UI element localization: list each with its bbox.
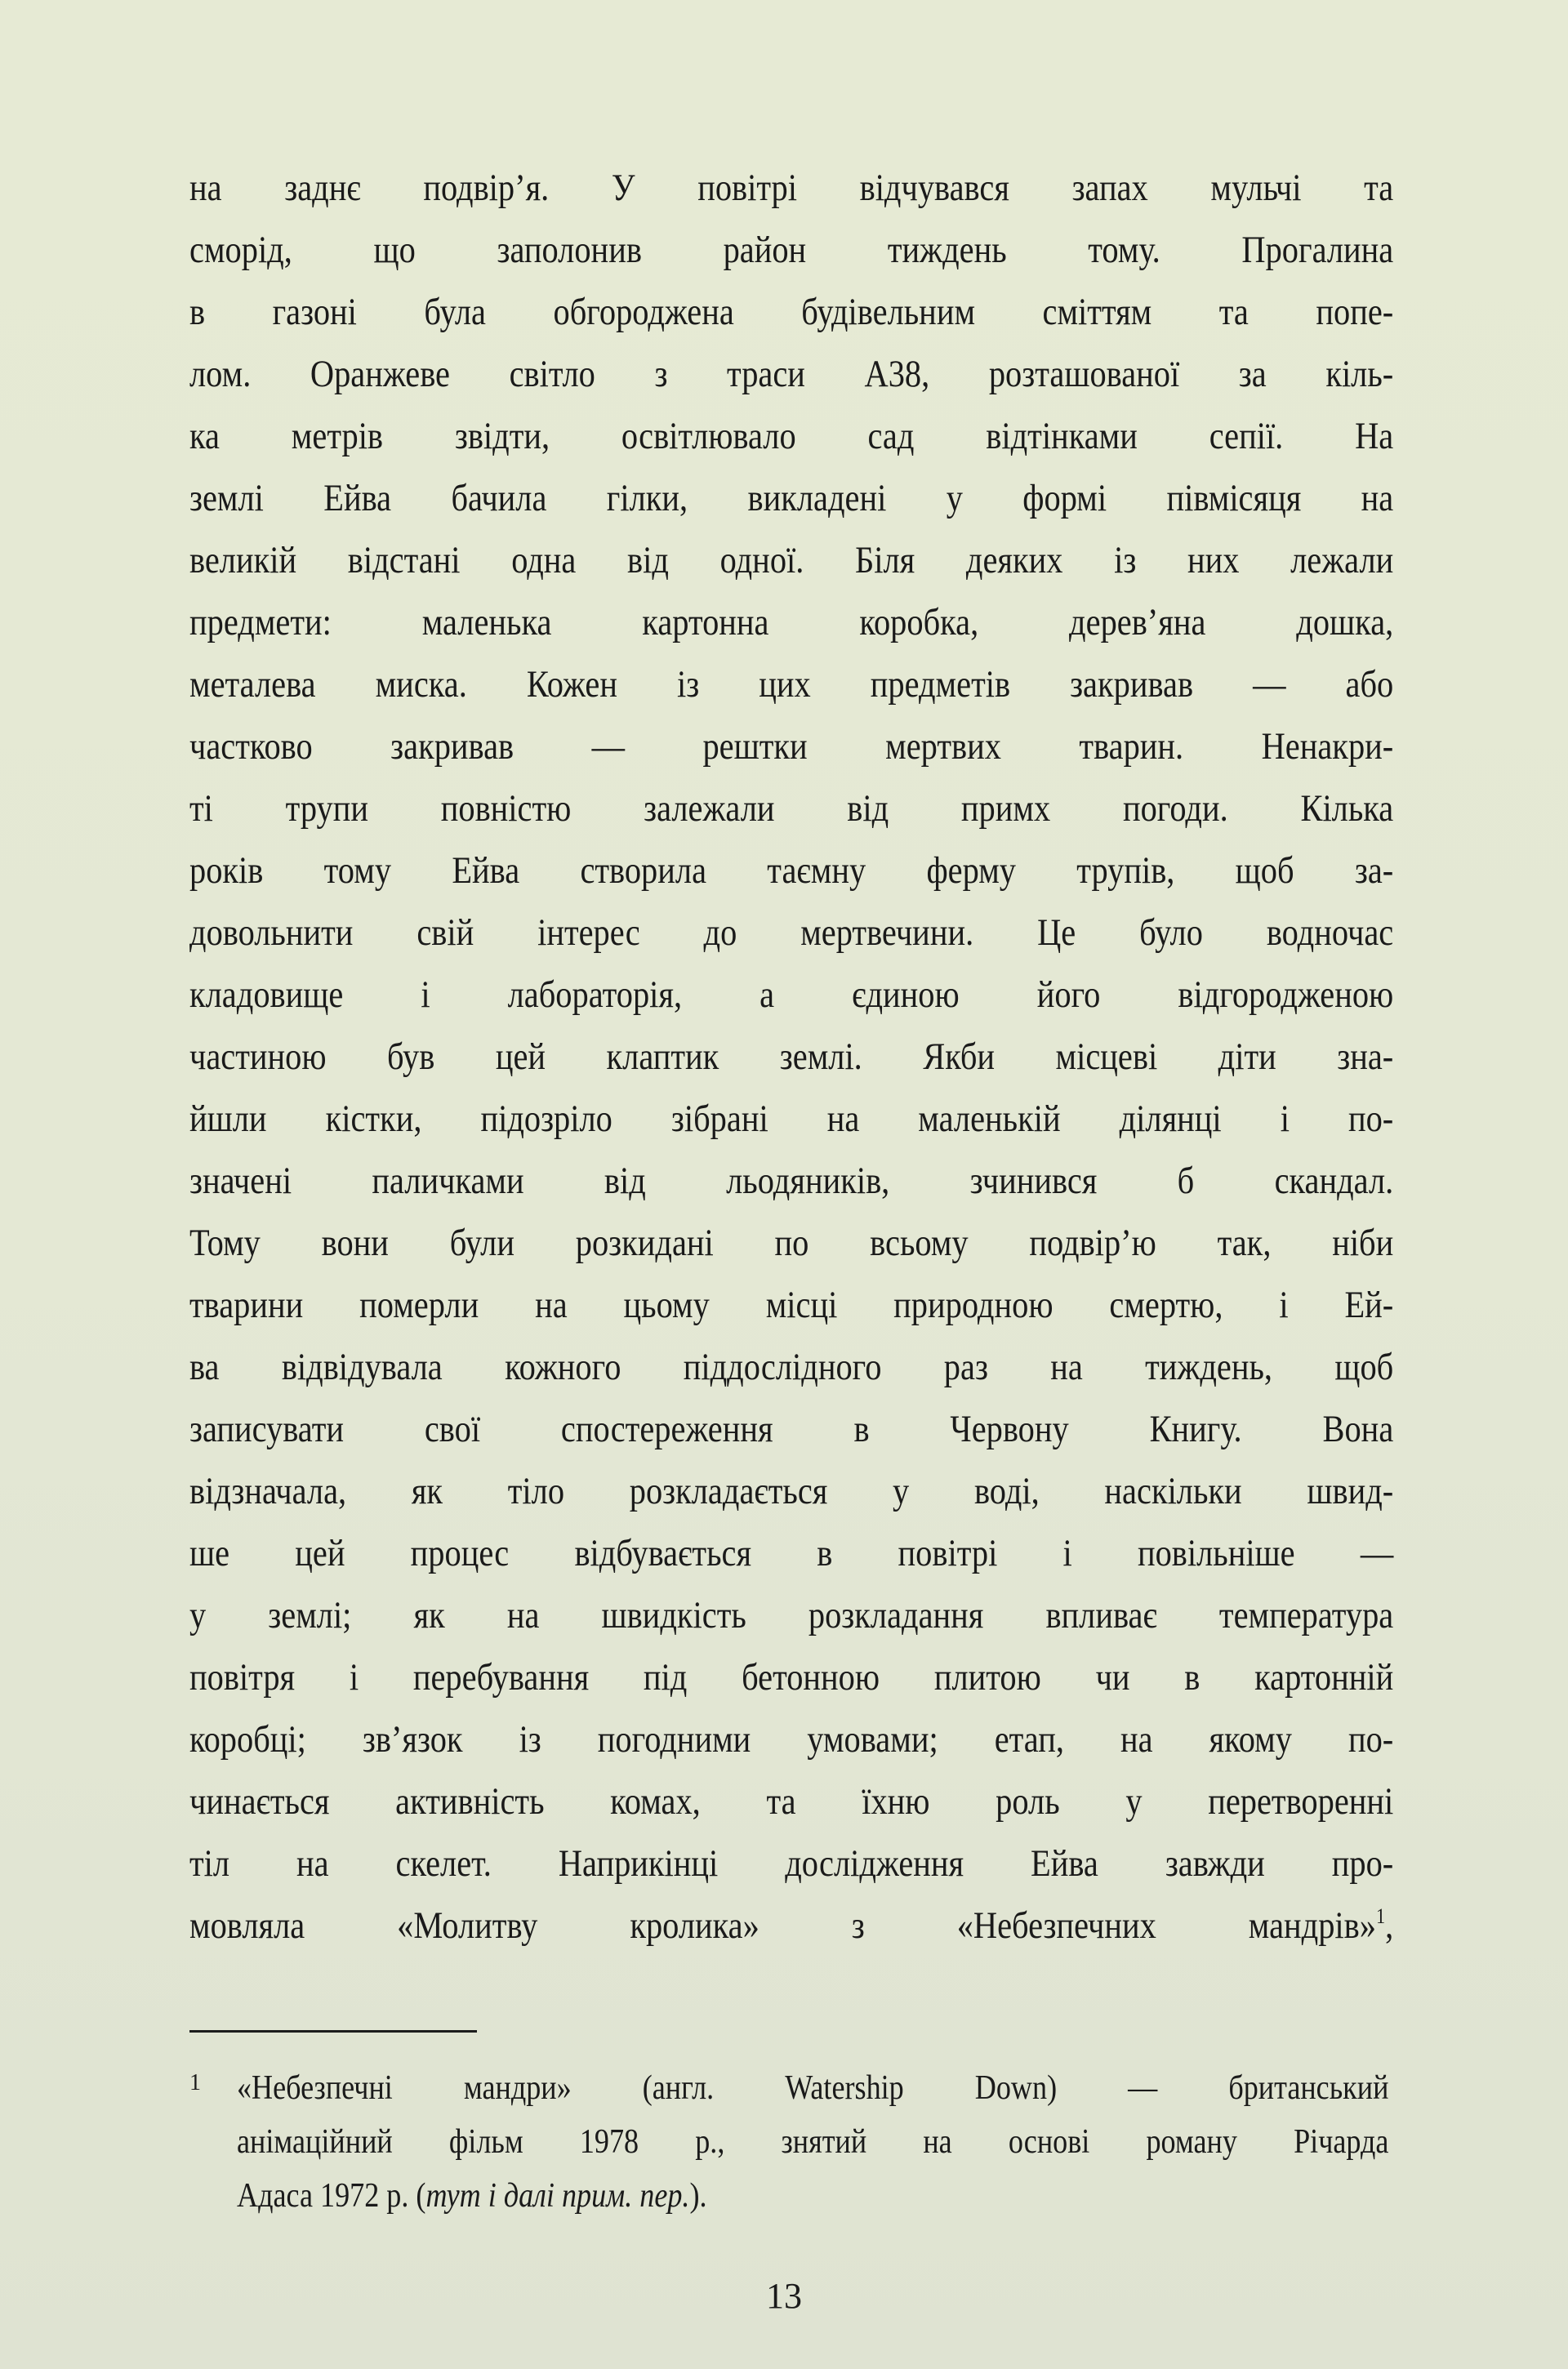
text-line: ва відвідувала кожного піддослідного раз на тиждень, щоб — [189, 1346, 1394, 1388]
text-line: частиною був цей клаптик землі. Якби місцеві діти зна- — [189, 1035, 1394, 1078]
text-line: частково закривав — рештки мертвих тварин. Ненакри- — [189, 725, 1394, 768]
footnote — [189, 2061, 1393, 2223]
footnote-line: анімаційний фільм 1978 р., знятий на основі роману Річарда — [237, 2123, 1389, 2161]
text-line: років тому Ейва створила таємну ферму трупів, щоб за- — [189, 849, 1394, 892]
footnote-reference[interactable]: 1 — [1375, 1904, 1386, 1928]
text-line: в газоні була обгороджена будівельним сміттям та попе- — [189, 291, 1394, 333]
text-line: повітря і перебування під бетонною плитою чи в картонній — [189, 1656, 1394, 1699]
last-line-text: мовляла «Молитву кролика» з «Небезпечних мандрів» — [189, 1904, 1376, 1947]
text-line: кладовище і лабораторія, а єдиною його відгородженою — [189, 973, 1394, 1016]
text-line: коробці; зв’язок із погодними умовами; етап, на якому по- — [189, 1718, 1394, 1761]
text-line: ка метрів звідти, освітлювало сад відтінками сепії. На — [189, 415, 1394, 457]
body-text — [189, 157, 1393, 1957]
text-line: довольнити свій інтерес до мертвечини. Це було водночас — [189, 911, 1394, 954]
footnote-text: Адаса 1972 р. ( — [237, 2177, 426, 2215]
text-line: чинається активність комах, та їхню роль у перетворенні — [189, 1780, 1394, 1823]
text-line: відзначала, як тіло розкладається у воді, наскільки швид- — [189, 1470, 1394, 1512]
text-line: йшли кістки, підозріло зібрані на маленькій ділянці і по- — [189, 1098, 1394, 1140]
footnote-line: «Небезпечні мандри» (англ. Watership Down) — британський — [237, 2069, 1389, 2107]
text-line: ті трупи повністю залежали від примх погоди. Кілька — [189, 787, 1394, 830]
last-line-trailing: , — [1385, 1904, 1394, 1947]
text-line: Тому вони були розкидані по всьому подвір’ю так, ніби — [189, 1222, 1394, 1264]
footnote-text-end: ). — [689, 2177, 707, 2215]
text-line: ше цей процес відбувається в повітрі і повільніше — — [189, 1532, 1394, 1574]
text-line: на заднє подвір’я. У повітрі відчувався запах мульчі та — [189, 167, 1394, 209]
footnote-mark: 1 — [189, 2070, 201, 2095]
text-line-last — [189, 1895, 1393, 1957]
text-line: сморід, що заполонив район тиждень тому. Прогалина — [189, 229, 1394, 271]
footnote-row — [189, 2169, 1393, 2223]
footnote-row — [189, 2115, 1393, 2169]
text-line: у землі; як на швидкість розкладання впливає температура — [189, 1594, 1394, 1636]
text-line: землі Ейва бачила гілки, викладені у формі півмісяця на — [189, 477, 1394, 519]
text-line: лом. Оранжеве світло з траси А38, розташованої за кіль- — [189, 353, 1394, 395]
text-line: великій відстані одна від одної. Біля деяких із них лежали — [189, 539, 1394, 581]
text-line: тіл на скелет. Наприкінці дослідження Ейва завжди про- — [189, 1842, 1394, 1885]
text-line: значені паличками від льодяників, зчинився б скандал. — [189, 1160, 1394, 1202]
footnote-line — [237, 2169, 1388, 2223]
text-line: тварини померли на цьому місці природною смертю, і Ей- — [189, 1284, 1394, 1326]
text-line: предмети: маленька картонна коробка, дерев’яна дошка, — [189, 601, 1394, 643]
page-number: 13 — [766, 2276, 802, 2316]
text-line: записувати свої спостереження в Червону Книгу. Вона — [189, 1408, 1394, 1450]
footnote-separator — [189, 2030, 477, 2033]
text-line: металева миска. Кожен із цих предметів закривав — або — [189, 663, 1394, 706]
footnote-row — [189, 2061, 1393, 2115]
translator-note: тут і далі прим. пер. — [425, 2177, 690, 2215]
